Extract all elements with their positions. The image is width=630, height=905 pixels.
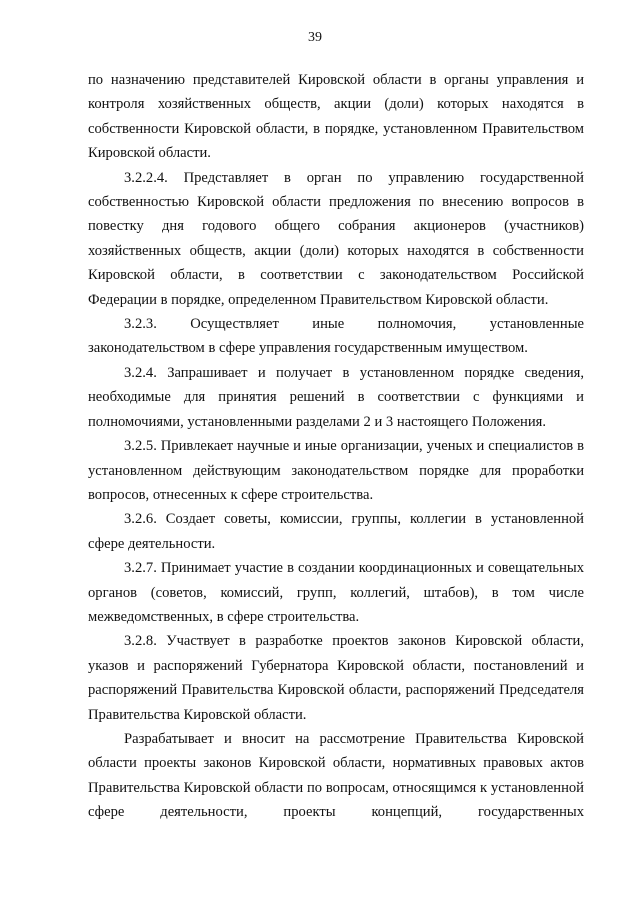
document-body <box>88 68 584 825</box>
paragraph: 3.2.5. Привлекает научные и иные организации, ученых и специалистов в установленном действующим законодательством порядке для проработки вопросов, отнесенных к сфере строительства. <box>88 438 584 503</box>
paragraph: 3.2.4. Запрашивает и получает в установленном порядке сведения, необходимые для принятия решений в соответствии с функциями и полномочиями, установленными разделами 2 и 3 настоящего Положения. <box>88 364 584 430</box>
paragraph: Разрабатывает и вносит на рассмотрение Правительства Кировской области проекты законов Кировской области, нормативных правовых актов Правительства Кировской области по вопросам, относящимся к установленной сфере деятельности, проекты концепций, государственных <box>88 730 584 821</box>
page-number: 39 <box>308 30 322 45</box>
paragraph: 3.2.8. Участвует в разработке проектов законов Кировской области, указов и распоряжений Губернатора Кировской области, постановлений и распоряжений Правительства Кировской области, распоряжений Председателя Правительства Кировской области. <box>88 633 584 723</box>
paragraph: 3.2.2.4. Представляет в орган по управлению государственной собственностью Кировской области предложения по внесению вопросов в повестку дня годового общего собрания акционеров (участников) хозяйственных обществ, акции (доли) которых находятся в собственности Кировской области, в соответствии с законодательством Российской Федерации в порядке, определенном Правительством Кировской области. <box>88 169 584 308</box>
paragraph: 3.2.6. Создает советы, комиссии, группы, коллегии в установленной сфере деятельности. <box>88 511 584 552</box>
paragraph: по назначению представителей Кировской области в органы управления и контроля хозяйственных обществ, акции (доли) которых находятся в собственности Кировской области, в порядке, установленном Правительством Кировской области. <box>88 72 584 162</box>
paragraph: 3.2.7. Принимает участие в создании координационных и совещательных органов (советов, комиссий, групп, коллегий, штабов), в том числе межведомственных, в сфере строительства. <box>88 560 584 625</box>
paragraph: 3.2.3. Осуществляет иные полномочия, установленные законодательством в сфере управления государственным имуществом. <box>88 316 584 357</box>
